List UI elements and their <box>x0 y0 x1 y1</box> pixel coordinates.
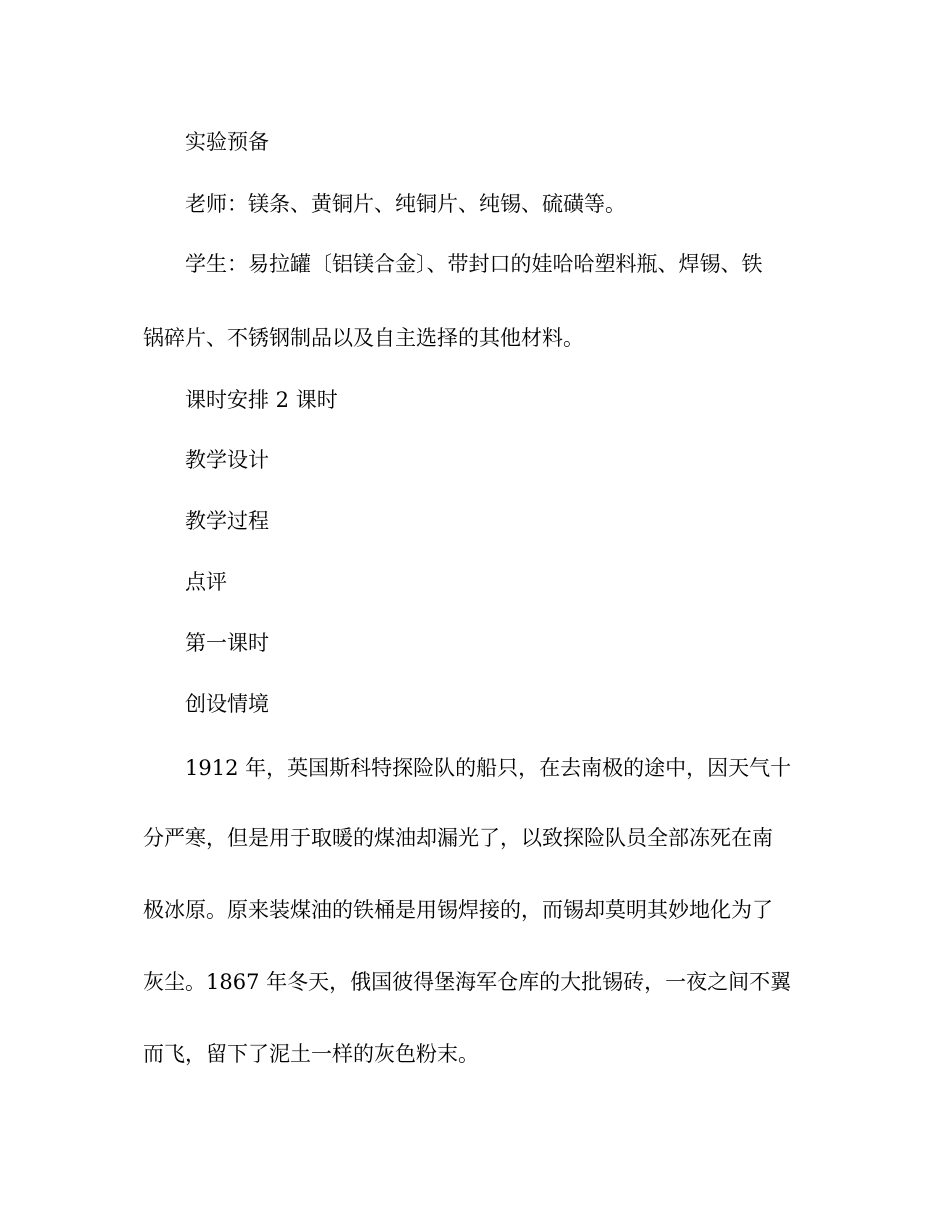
heading-comment: 点评 <box>185 570 227 594</box>
student-materials-line-1: 学生：易拉罐〔铝镁合金〕、带封口的娃哈哈塑料瓶、焊锡、铁 <box>185 252 763 276</box>
heading-experiment-preparation: 实验预备 <box>185 130 269 154</box>
story-paragraph-line-4: 灰尘。1867 年冬天，俄国彼得堡海军仓库的大批锡砖，一夜之间不翼 <box>143 970 792 994</box>
teacher-materials-line: 老师：镁条、黄铜片、纯铜片、纯锡、硫磺等。 <box>185 192 626 216</box>
story-paragraph-line-2: 分严寒，但是用于取暖的煤油却漏光了，以致探险队员全部冻死在南 <box>143 826 773 850</box>
heading-create-scenario: 创设情境 <box>185 692 269 716</box>
heading-teaching-process: 教学过程 <box>185 509 269 533</box>
story-paragraph-line-3: 极冰原。原来装煤油的铁桶是用锡焊接的，而锡却莫明其妙地化为了 <box>143 898 773 922</box>
story-paragraph-line-5: 而飞，留下了泥土一样的灰色粉末。 <box>143 1042 479 1066</box>
heading-first-lesson: 第一课时 <box>185 631 269 655</box>
heading-teaching-design: 教学设计 <box>185 448 269 472</box>
lesson-schedule-line: 课时安排 2 课时 <box>185 388 338 412</box>
story-paragraph-line-1: 1912 年，英国斯科特探险队的船只，在去南极的途中，因天气十 <box>185 756 792 780</box>
student-materials-line-2: 锅碎片、不锈钢制品以及自主选择的其他材料。 <box>143 326 584 350</box>
